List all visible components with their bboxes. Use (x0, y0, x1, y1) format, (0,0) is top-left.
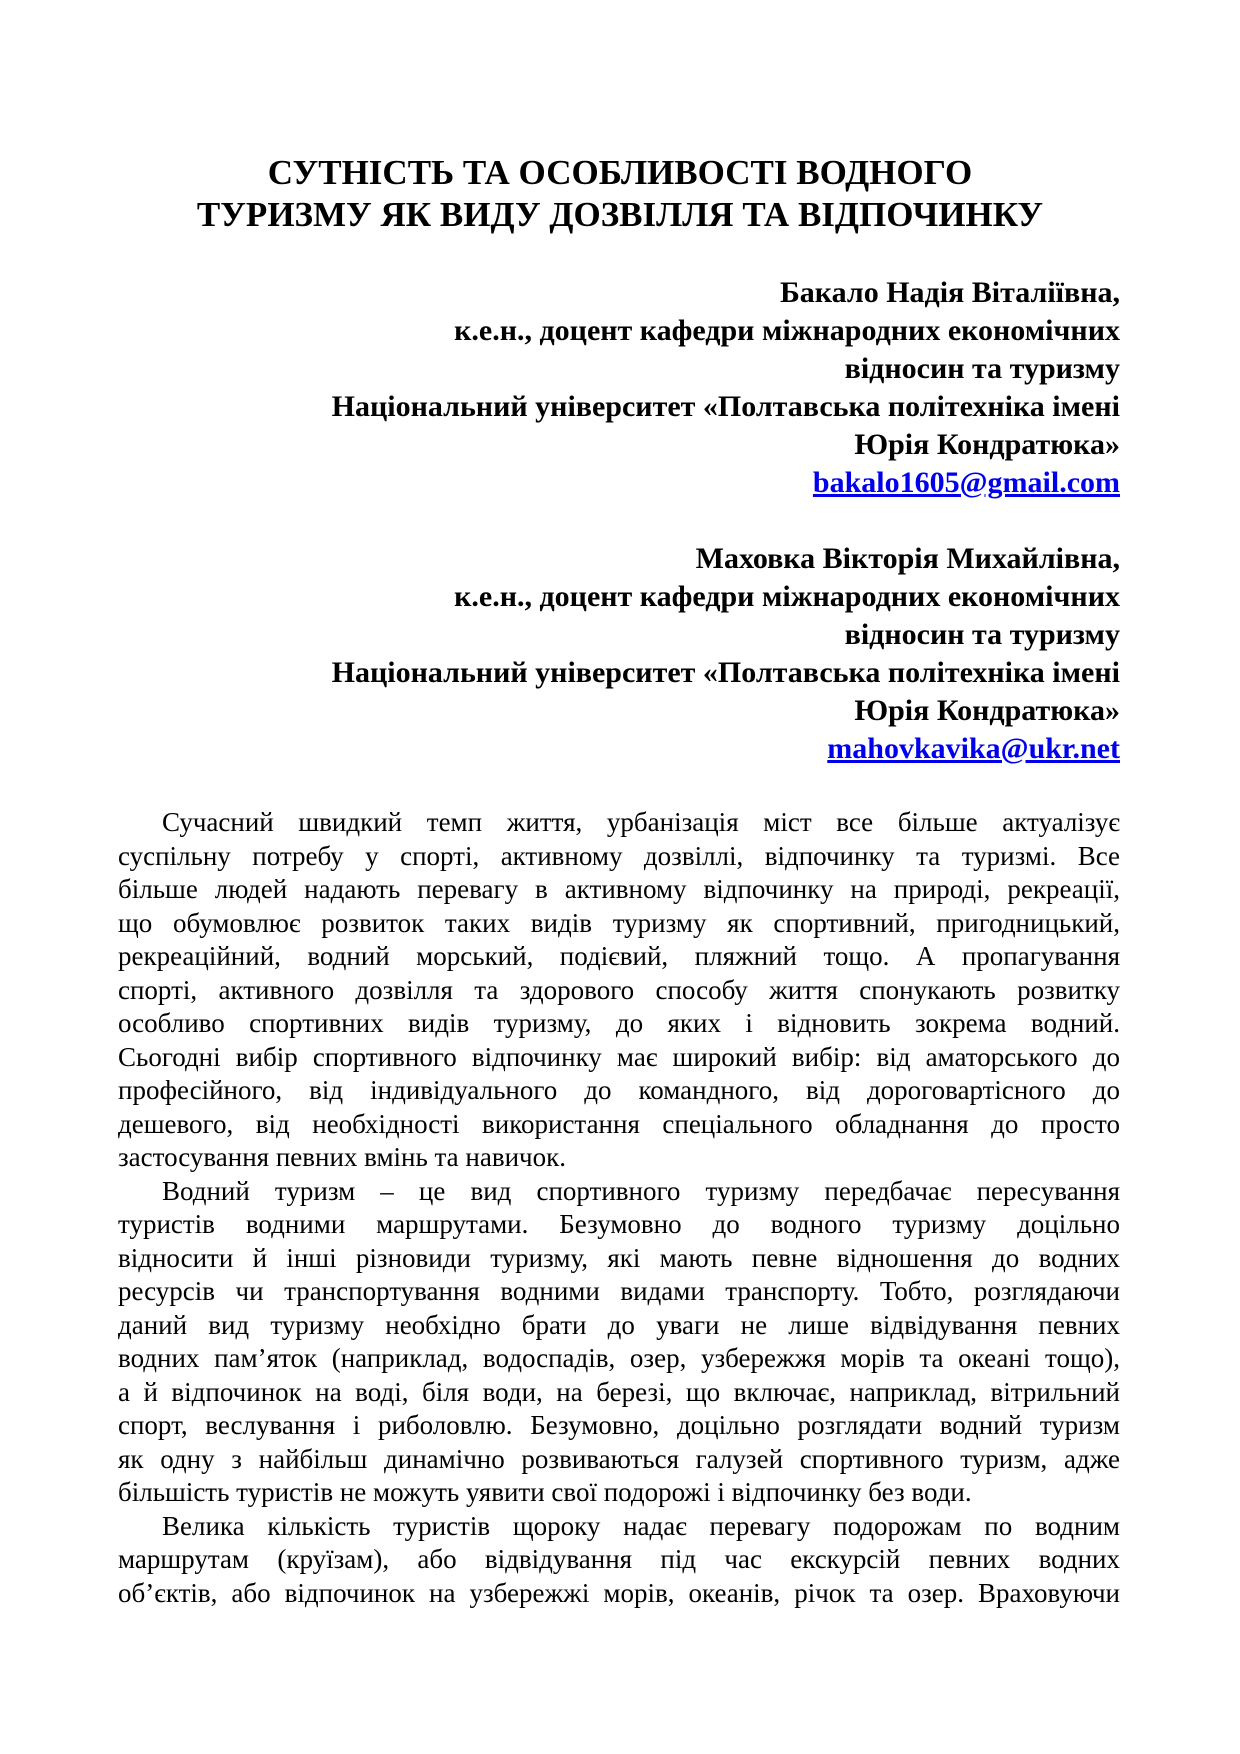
body-text-line: даний вид туризму необхідно брати до уваги не лише відвідування певних (118, 1309, 1120, 1340)
body-text-line: як одну з найбільш динамічно розвиваються галузей спортивного туризм, адже (118, 1443, 1120, 1474)
body-text-line: особливо спортивних видів туризму, до яких і відновить зокрема водний. (118, 1008, 1120, 1038)
author-email-link[interactable]: mahovkavika@ukr.net (827, 732, 1120, 765)
body-text-line: ресурсів чи транспортування водними видами транспорту. Тобто, розглядаючи (118, 1276, 1120, 1306)
body-text-line: що обумовлює розвиток таких видів туризму як спортивний, пригодницький, (118, 907, 1120, 938)
body-text-line: туристів водними маршрутами. Безумовно до водного туризму доцільно (118, 1209, 1120, 1239)
body-text-line: Водний туризм – це вид спортивного туризму передбачає пересування (162, 1175, 1120, 1206)
body-text-line: а й відпочинок на воді, біля води, на березі, що включає, наприклад, вітрильний (118, 1376, 1120, 1407)
author-position: відносин та туризму (844, 618, 1120, 651)
body-text-line: Велика кількість туристів щороку надає перевагу подорожам по водним (162, 1510, 1120, 1541)
author-affiliation: Юрія Кондратюка» (854, 428, 1120, 461)
author-position: відносин та туризму (844, 352, 1120, 385)
body-text-line: професійного, від індивідуального до командного, від дороговартісного до (118, 1075, 1120, 1105)
body-text-line: дешевого, від необхідності використання спеціального обладнання до просто (118, 1108, 1120, 1139)
author-affiliation: Юрія Кондратюка» (854, 694, 1120, 727)
author-email-link[interactable]: bakalo1605@gmail.com (812, 466, 1120, 499)
body-text-line: Сьогодні вибір спортивного відпочинку має широкий вибір: від аматорського до (118, 1041, 1120, 1072)
body-text-line: спорт, веслування і риболовлю. Безумовно, доцільно розглядати водний туризм (118, 1410, 1120, 1440)
body-text-line: суспільну потребу у спорті, активному дозвіллі, відпочинку та туризмі. Все (118, 840, 1120, 871)
body-text-line: застосування певних вмінь та навичок. (118, 1142, 566, 1172)
body-text-line: об’єктів, або відпочинок на узбережжі морів, океанів, річок та озер. Враховуючи (118, 1577, 1120, 1608)
author-position: к.е.н., доцент кафедри міжнародних економічних (454, 580, 1120, 613)
body-text-line: відносити й інші різновиди туризму, які мають певне відношення до водних (118, 1242, 1120, 1273)
body-text-line: маршрутам (круїзам), або відвідування під час екскурсій певних водних (118, 1544, 1120, 1574)
author-name: Бакало Надія Віталіївна, (779, 276, 1120, 309)
body-text-line: рекреаційний, водний морський, подієвий, пляжний тощо. А пропагування (118, 941, 1120, 971)
title-line: ТУРИЗМУ ЯК ВИДУ ДОЗВІЛЛЯ ТА ВІДПОЧИНКУ (196, 195, 1044, 234)
body-text-line: більше людей надають перевагу в активному відпочинку на природі, рекреації, (118, 874, 1120, 904)
body-text-line: Сучасний швидкий темп життя, урбанізація міст все більше актуалізує (162, 807, 1120, 837)
title-line: СУТНІСТЬ ТА ОСОБЛИВОСТІ ВОДНОГО (267, 153, 973, 192)
author-name: Маховка Вікторія Михайлівна, (695, 542, 1120, 575)
body-text-line: більшість туристів не можуть уявити свої подорожі і відпочинку без води. (118, 1477, 972, 1507)
author-affiliation: Національний університет «Полтавська політехніка імені (331, 390, 1120, 423)
author-position: к.е.н., доцент кафедри міжнародних економічних (454, 314, 1120, 347)
body-text-line: спорті, активного дозвілля та здорового способу життя спонукають розвитку (118, 974, 1120, 1005)
body-text-line: водних пам’яток (наприклад, водоспадів, озер, узбережжя морів та океані тощо), (118, 1343, 1120, 1373)
author-affiliation: Національний університет «Полтавська політехніка імені (331, 656, 1120, 689)
